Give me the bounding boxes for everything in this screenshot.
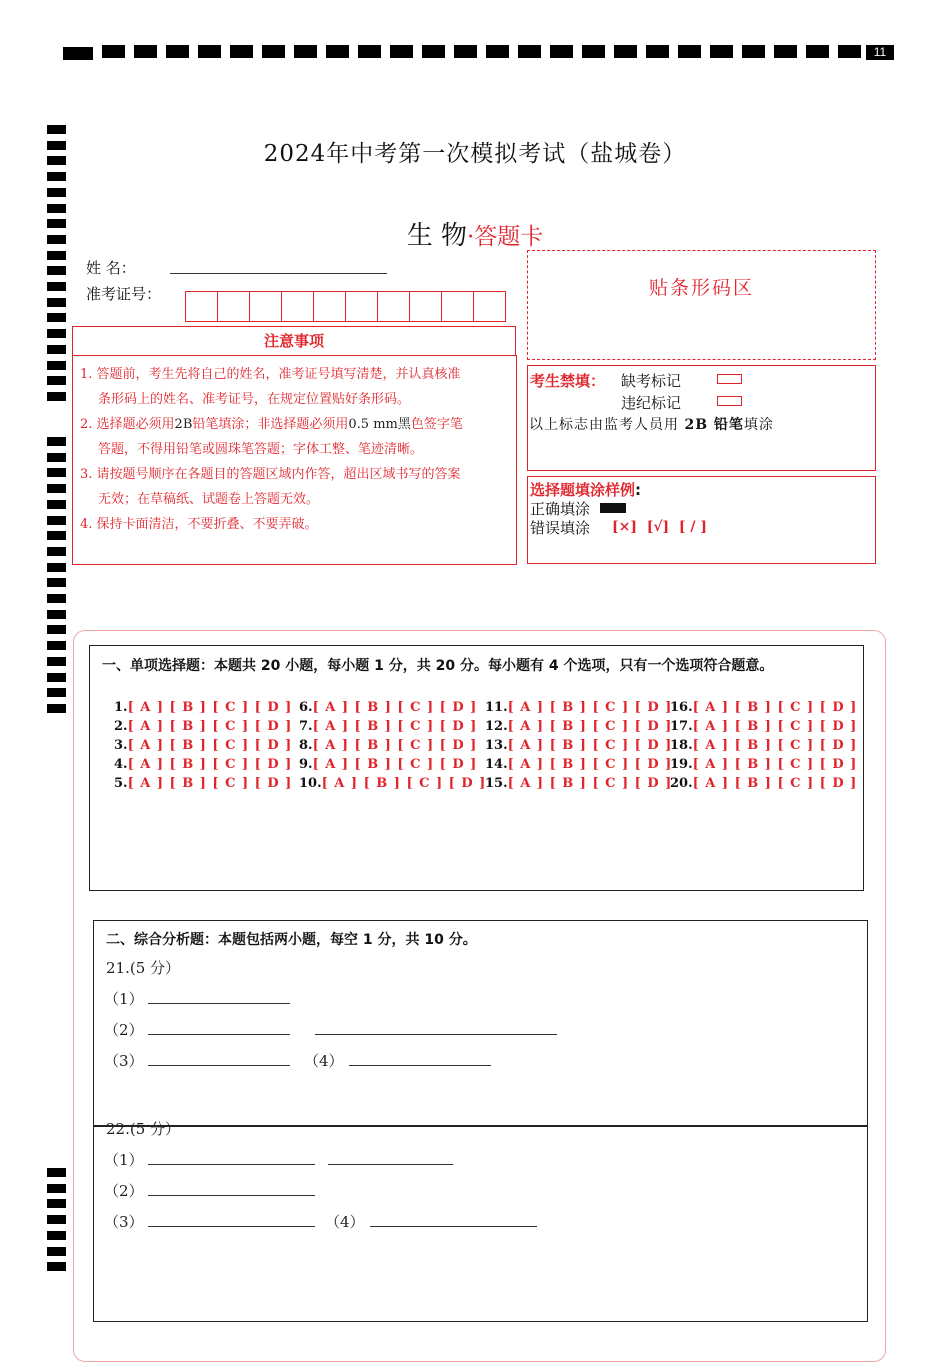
question-number: 12. xyxy=(485,719,508,734)
choice-question[interactable] xyxy=(485,738,672,753)
notice-line-2-part: 铅笔填涂；非选择题必须用 xyxy=(192,417,349,432)
timing-mark xyxy=(47,704,66,713)
examiner-note xyxy=(529,414,774,434)
timing-mark xyxy=(806,45,829,58)
question-number: 9. xyxy=(299,757,313,772)
question-number: 6. xyxy=(299,700,313,715)
page-number: 11 xyxy=(866,45,894,60)
notice-2b: 2B xyxy=(174,417,193,432)
timing-mark xyxy=(774,45,797,58)
choice-question[interactable] xyxy=(299,776,486,791)
timing-mark xyxy=(47,329,66,338)
answer-options[interactable]: [ A ] [ B ] [ C ] [ D ] xyxy=(127,757,293,772)
absent-mark-label: 缺考标记 xyxy=(621,372,682,390)
answer-options[interactable]: [ A ] [ B ] [ C ] [ D ] xyxy=(127,700,293,715)
answer-options[interactable]: [ A ] [ B ] [ C ] [ D ] xyxy=(312,700,478,715)
notice-black: 黑 xyxy=(397,417,411,432)
timing-mark xyxy=(390,45,413,58)
timing-mark xyxy=(47,673,66,682)
barcode-area xyxy=(527,250,876,360)
answer-options[interactable]: [ A ] [ B ] [ C ] [ D ] xyxy=(507,776,673,791)
q22-part-4-label: （4） xyxy=(325,1213,365,1231)
timing-mark xyxy=(47,594,66,603)
answer-options[interactable]: [ A ] [ B ] [ C ] [ D ] xyxy=(692,719,858,734)
timing-mark xyxy=(614,45,637,58)
choice-question[interactable] xyxy=(670,776,857,791)
fill-sample-box xyxy=(527,476,876,564)
section-2-q22-box xyxy=(93,1120,868,1322)
q21-part-4-label: （4） xyxy=(304,1052,344,1070)
q22-label: 22.(5 分） xyxy=(106,1120,181,1138)
fill-sample-title-text: 选择题填涂样例 xyxy=(530,481,636,499)
notice-line-2-part: 色签字笔 xyxy=(410,417,463,432)
q21-answer-line[interactable] xyxy=(148,1065,290,1066)
timing-mark xyxy=(47,266,66,275)
answer-options[interactable]: [ A ] [ B ] [ C ] [ D ] xyxy=(312,738,478,753)
timing-mark xyxy=(47,547,66,556)
timing-mark xyxy=(63,47,93,60)
answer-options[interactable]: [ A ] [ B ] [ C ] [ D ] xyxy=(507,700,673,715)
choice-question[interactable] xyxy=(485,757,672,772)
timing-mark xyxy=(47,376,66,385)
q22-answer-line[interactable] xyxy=(370,1226,537,1227)
exam-id-digit-box[interactable] xyxy=(409,291,442,322)
question-number: 16. xyxy=(670,700,693,715)
question-number: 3. xyxy=(114,738,128,753)
examiner-only-colon: ： xyxy=(590,372,606,390)
name-label: 姓 名： xyxy=(86,259,136,277)
section-1-box xyxy=(89,645,864,891)
timing-mark xyxy=(518,45,541,58)
examiner-only-title-text: 考生禁填 xyxy=(530,372,591,390)
question-number: 7. xyxy=(299,719,313,734)
choice-question[interactable] xyxy=(299,719,477,734)
answer-options[interactable]: [ A ] [ B ] [ C ] [ D ] xyxy=(312,757,478,772)
timing-mark xyxy=(47,392,66,401)
choice-question[interactable] xyxy=(670,700,857,715)
wrong-fill-label: 错误填涂 xyxy=(530,519,591,537)
timing-mark xyxy=(102,45,125,58)
timing-mark xyxy=(294,45,317,58)
exam-id-digit-box[interactable] xyxy=(473,291,506,322)
choice-question[interactable] xyxy=(299,757,477,772)
timing-mark xyxy=(47,188,66,197)
question-number: 20. xyxy=(670,776,693,791)
timing-mark xyxy=(838,45,861,58)
q21-answer-line[interactable] xyxy=(315,1034,557,1035)
exam-id-digit-box[interactable] xyxy=(185,291,218,322)
q21-part-2-label: （2） xyxy=(104,1021,144,1039)
timing-mark xyxy=(422,45,445,58)
timing-mark xyxy=(47,641,66,650)
timing-mark xyxy=(230,45,253,58)
name-field[interactable] xyxy=(170,273,387,274)
q22-answer-line[interactable] xyxy=(148,1164,315,1165)
exam-id-label: 准考证号： xyxy=(86,285,162,303)
choice-question[interactable] xyxy=(670,738,857,753)
timing-mark xyxy=(47,563,66,572)
notice-line-4: 4. 保持卡面清洁，不要折叠、不要弄破。 xyxy=(80,517,318,532)
q21-answer-line[interactable] xyxy=(148,1034,290,1035)
choice-question[interactable] xyxy=(114,757,292,772)
section-1-title: 一、单项选择题：本题共 20 小题，每小题 1 分，共 20 分。每小题有 4 个选项，只有一个选项符合题意。 xyxy=(102,658,774,674)
answer-options[interactable]: [ A ] [ B ] [ C ] [ D ] xyxy=(127,776,293,791)
notice-line-1: 1. 答题前，考生先将自己的姓名，准考证号填写清楚，并认真核准 xyxy=(80,367,461,382)
correct-fill-sample xyxy=(600,503,626,513)
timing-mark xyxy=(47,453,66,462)
timing-mark xyxy=(47,500,66,509)
question-number: 5. xyxy=(114,776,128,791)
choice-question[interactable] xyxy=(114,719,292,734)
choice-question[interactable] xyxy=(299,700,477,715)
notice-line-2b: 答题，不得用铅笔或圆珠笔答题；字体工整、笔迹清晰。 xyxy=(98,442,424,457)
timing-mark xyxy=(47,688,66,697)
question-number: 19. xyxy=(670,757,693,772)
timing-mark xyxy=(47,484,66,493)
question-number: 10. xyxy=(299,776,322,791)
timing-mark xyxy=(582,45,605,58)
timing-mark xyxy=(47,1231,66,1240)
answer-options[interactable]: [ A ] [ B ] [ C ] [ D ] xyxy=(507,757,673,772)
q21-label: 21.(5 分） xyxy=(106,959,181,977)
timing-mark xyxy=(47,172,66,181)
exam-id-digit-box[interactable] xyxy=(313,291,346,322)
timing-mark xyxy=(486,45,509,58)
choice-question[interactable] xyxy=(299,738,477,753)
question-number: 11. xyxy=(485,700,508,715)
timing-mark xyxy=(47,313,66,322)
examiner-only-title xyxy=(530,370,605,391)
timing-mark xyxy=(358,45,381,58)
fill-sample-colon: : xyxy=(635,481,642,499)
examiner-only-box xyxy=(527,365,876,471)
choice-question[interactable] xyxy=(485,776,672,791)
examiner-note-bold: 2B 铅笔 xyxy=(684,417,744,433)
timing-mark xyxy=(47,625,66,634)
q22-answer-line[interactable] xyxy=(148,1195,315,1196)
answer-options[interactable]: [ A ] [ B ] [ C ] [ D ] xyxy=(321,776,487,791)
exam-id-boxes xyxy=(185,291,505,322)
choice-question[interactable] xyxy=(670,719,857,734)
question-number: 13. xyxy=(485,738,508,753)
choice-question[interactable] xyxy=(670,757,857,772)
q22-part-1-label: （1） xyxy=(104,1151,144,1169)
subject-suffix: ·答题卡 xyxy=(466,224,544,250)
question-number: 4. xyxy=(114,757,128,772)
exam-id-digit-box[interactable] xyxy=(441,291,474,322)
timing-mark xyxy=(47,1262,66,1271)
q22-part-2-label: （2） xyxy=(104,1182,144,1200)
subject-title xyxy=(0,215,950,252)
timing-mark xyxy=(47,204,66,213)
timing-mark xyxy=(47,125,66,134)
notice-line-2 xyxy=(80,413,463,432)
timing-mark xyxy=(262,45,285,58)
timing-mark xyxy=(198,45,221,58)
question-number: 14. xyxy=(485,757,508,772)
timing-mark xyxy=(47,1184,66,1193)
timing-mark xyxy=(646,45,669,58)
timing-mark xyxy=(47,1199,66,1208)
q21-part-1-label: （1） xyxy=(104,990,144,1008)
question-number: 8. xyxy=(299,738,313,753)
timing-mark xyxy=(47,345,66,354)
answer-options[interactable]: [ A ] [ B ] [ C ] [ D ] xyxy=(127,719,293,734)
q21-answer-line[interactable] xyxy=(349,1065,491,1066)
barcode-label: 贴条形码区 xyxy=(648,277,754,299)
correct-fill-label: 正确填涂 xyxy=(530,500,591,518)
timing-mark xyxy=(742,45,765,58)
notice-line-3: 3. 请按题号顺序在各题目的答题区域内作答，超出区域书写的答案 xyxy=(80,467,461,482)
answer-options[interactable]: [ A ] [ B ] [ C ] [ D ] xyxy=(692,700,858,715)
choice-question[interactable] xyxy=(485,719,672,734)
exam-id-digit-box[interactable] xyxy=(217,291,250,322)
timing-mark xyxy=(47,516,66,525)
question-number: 2. xyxy=(114,719,128,734)
notice-line-3b: 无效；在草稿纸、试题卷上答题无效。 xyxy=(98,492,320,507)
q22-answer-line[interactable] xyxy=(148,1226,315,1227)
violation-mark-box xyxy=(717,396,742,406)
timing-mark xyxy=(47,282,66,291)
choice-question[interactable] xyxy=(485,700,672,715)
exam-id-digit-box[interactable] xyxy=(249,291,282,322)
section-2-box xyxy=(93,920,868,1127)
timing-mark xyxy=(47,361,66,370)
timing-mark xyxy=(678,45,701,58)
timing-mark xyxy=(47,298,66,307)
notice-title: 注意事项 xyxy=(72,326,516,356)
exam-title: 2024年中考第一次模拟考试（盐城卷） xyxy=(263,141,687,167)
q22-part-3-label: （3） xyxy=(104,1213,144,1231)
q22-answer-line[interactable] xyxy=(328,1164,453,1165)
absent-mark-box xyxy=(717,374,742,384)
timing-mark xyxy=(47,657,66,666)
timing-mark xyxy=(710,45,733,58)
question-number: 18. xyxy=(670,738,693,753)
timing-mark xyxy=(47,1168,66,1177)
timing-mark xyxy=(47,1215,66,1224)
timing-mark xyxy=(166,45,189,58)
timing-mark xyxy=(47,1247,66,1256)
notice-line-2-part: 2. 选择题必须用 xyxy=(80,417,175,432)
question-number: 1. xyxy=(114,700,128,715)
timing-mark xyxy=(326,45,349,58)
answer-options[interactable]: [ A ] [ B ] [ C ] [ D ] xyxy=(692,776,858,791)
answer-options[interactable]: [ A ] [ B ] [ C ] [ D ] xyxy=(692,757,858,772)
q21-answer-line[interactable] xyxy=(148,1003,290,1004)
timing-mark xyxy=(550,45,573,58)
timing-mark xyxy=(47,610,66,619)
question-number: 17. xyxy=(670,719,693,734)
timing-mark xyxy=(134,45,157,58)
answer-options[interactable]: [ A ] [ B ] [ C ] [ D ] xyxy=(507,738,673,753)
notice-mm: 0.5 mm xyxy=(348,417,398,432)
choice-question[interactable] xyxy=(114,738,292,753)
timing-mark xyxy=(47,468,66,477)
wrong-fill-samples: [×] [√] [ / ] xyxy=(612,519,708,535)
answer-options[interactable]: [ A ] [ B ] [ C ] [ D ] xyxy=(692,738,858,753)
notice-line-1b: 条形码上的姓名、准考证号，在规定位置贴好条形码。 xyxy=(98,392,411,407)
answer-options[interactable]: [ A ] [ B ] [ C ] [ D ] xyxy=(507,719,673,734)
q21-part-3-label: （3） xyxy=(104,1052,144,1070)
choice-question[interactable] xyxy=(114,776,292,791)
section-2-title: 二、综合分析题：本题包括两小题，每空 1 分，共 10 分。 xyxy=(106,932,477,948)
notice-box xyxy=(72,355,517,565)
answer-options[interactable]: [ A ] [ B ] [ C ] [ D ] xyxy=(127,738,293,753)
exam-id-digit-box[interactable] xyxy=(345,291,378,322)
timing-mark xyxy=(47,578,66,587)
violation-mark-label: 违纪标记 xyxy=(621,394,682,412)
exam-id-digit-box[interactable] xyxy=(377,291,410,322)
answer-options[interactable]: [ A ] [ B ] [ C ] [ D ] xyxy=(312,719,478,734)
examiner-note-prefix: 以上标志由监考人员用 xyxy=(529,417,679,433)
fill-sample-title xyxy=(530,479,641,500)
timing-mark xyxy=(47,531,66,540)
choice-question[interactable] xyxy=(114,700,292,715)
timing-mark xyxy=(454,45,477,58)
exam-id-digit-box[interactable] xyxy=(281,291,314,322)
subject-name: 生 物 xyxy=(406,221,467,251)
question-number: 15. xyxy=(485,776,508,791)
examiner-note-suffix: 填涂 xyxy=(743,417,774,433)
timing-mark xyxy=(47,437,66,446)
